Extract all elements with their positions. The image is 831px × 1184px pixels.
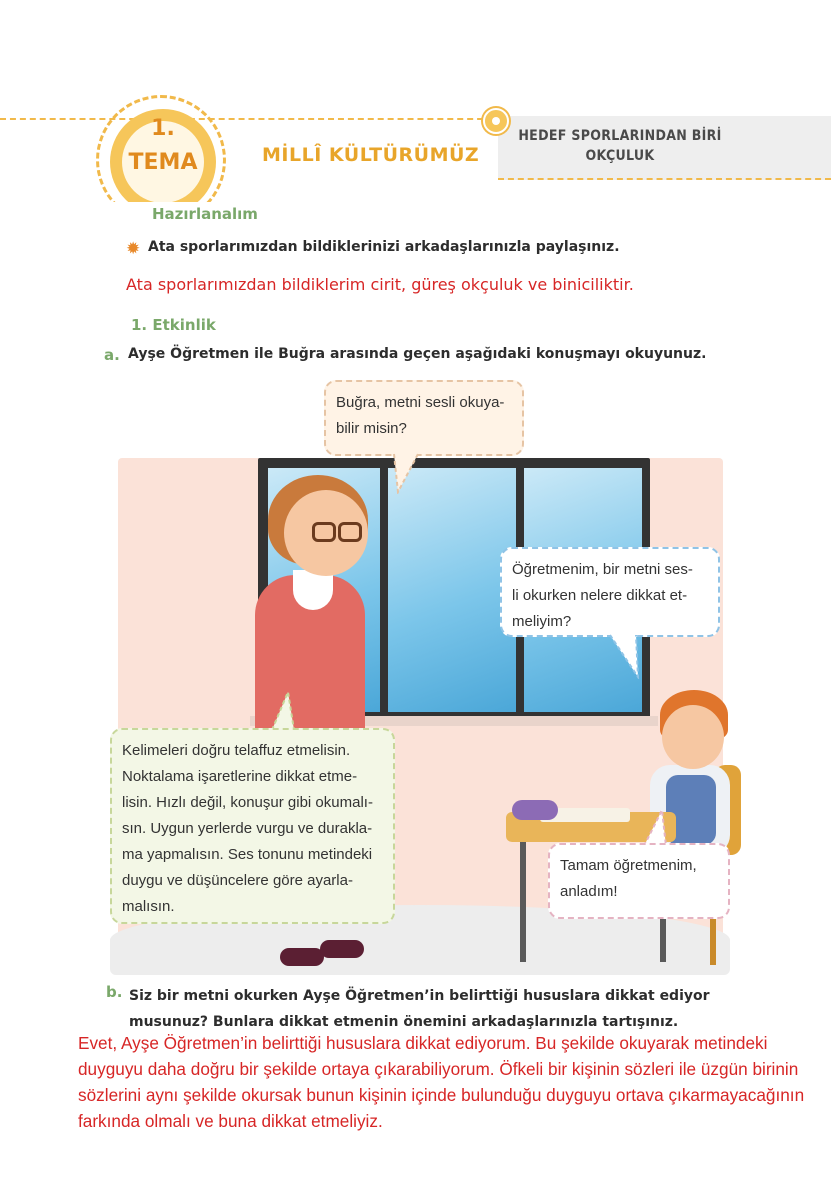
teacher-collar: [293, 570, 333, 610]
item-a-instruction: Ayşe Öğretmen ile Buğra arasında geçen aşağıdaki konuşmayı okuyunuz.: [128, 346, 707, 362]
item-b-answer: Evet, Ayşe Öğretmen’in belirttiği hususlara dikkat ediyorum. Bu şekilde okuyarak metindeki duyguyu daha doğru bir şekilde ortaya çıkarabiliyorum. Öfkeli bir kişinin sözleri ile üzgün birinin sözlerini aynı şekilde okursak bunun kişinin içinde bulunduğu duyguyu ortava çıkarmayacağının farkında olmalı ve buna dikkat etmeliyiz.: [78, 1033, 805, 1131]
target-line-2: OKÇULUK: [585, 148, 655, 164]
bubble-tail: [640, 808, 670, 848]
teacher-shoe: [320, 940, 364, 958]
bubble-tail: [608, 633, 642, 679]
activity-title: 1. Etkinlik: [131, 316, 216, 334]
item-b-letter: b.: [106, 983, 123, 1001]
desk-leg: [520, 842, 526, 962]
bubble-line: ma yapmalısın. Ses tonunu metindeki: [122, 846, 373, 863]
glasses-icon: [312, 522, 336, 542]
section-label: Hazırlanalım: [152, 205, 258, 223]
bubble-tail: [268, 690, 298, 732]
window-pane: [388, 468, 516, 712]
teacher-shoe: [280, 948, 324, 966]
target-title: [505, 126, 735, 166]
bubble-line: Tamam öğretmenim,: [560, 857, 697, 874]
bubble-line: Kelimeleri doğru telaffuz etmelisin.: [122, 742, 351, 759]
bubble-line: malısın.: [122, 898, 175, 915]
student-face: [662, 705, 724, 769]
bubble-line: bilir misin?: [336, 420, 407, 437]
bubble-student-ask: [500, 547, 720, 637]
prepare-answer: Ata sporlarımızdan bildiklerim cirit, güreş okçuluk ve biniciliktir.: [126, 275, 634, 294]
bubble-tail: [392, 452, 422, 494]
bubble-line: Öğretmenim, bir metni ses-: [512, 561, 693, 578]
bubble-student-reply: [548, 843, 730, 919]
bubble-line: Buğra, metni sesli okuya-: [336, 394, 505, 411]
item-a-letter: a.: [104, 346, 120, 364]
bubble-line: lisin. Hızlı değil, konuşur gibi okumalı-: [122, 794, 373, 811]
theme-title: MİLLÎ KÜLTÜRÜMÜZ: [262, 144, 480, 166]
bubble-line: sın. Uygun yerlerde vurgu ve durakla-: [122, 820, 373, 837]
item-b-instruction: Siz bir metni okurken Ayşe Öğretmen’in belirttiği hususlara dikkat ediyor musunuz? Bunlara dikkat etmenin önemini arkadaşlarınızla tartışınız.: [129, 988, 710, 1030]
bubble-line: Noktalama işaretlerine dikkat etme-: [122, 768, 358, 785]
pencil-case: [512, 800, 558, 820]
prepare-question: Ata sporlarımızdan bildiklerinizi arkadaşlarınızla paylaşınız.: [148, 239, 620, 255]
bubble-line: anladım!: [560, 883, 618, 900]
bubble-line: meliyim?: [512, 613, 572, 630]
sun-bullet-icon: ✹: [126, 239, 141, 259]
glasses-icon: [338, 522, 362, 542]
tema-number: 1.: [151, 116, 175, 141]
target-line-1: HEDEF SPORLARINDAN BİRİ: [518, 128, 722, 144]
bubble-teacher-explain: [110, 728, 395, 924]
bubble-line: duygu ve düşüncelere göre ayarla-: [122, 872, 353, 889]
bubble-line: li okurken nelere dikkat et-: [512, 587, 688, 604]
tema-word: TEMA: [128, 150, 198, 175]
bubble-teacher-ask: [324, 380, 524, 456]
